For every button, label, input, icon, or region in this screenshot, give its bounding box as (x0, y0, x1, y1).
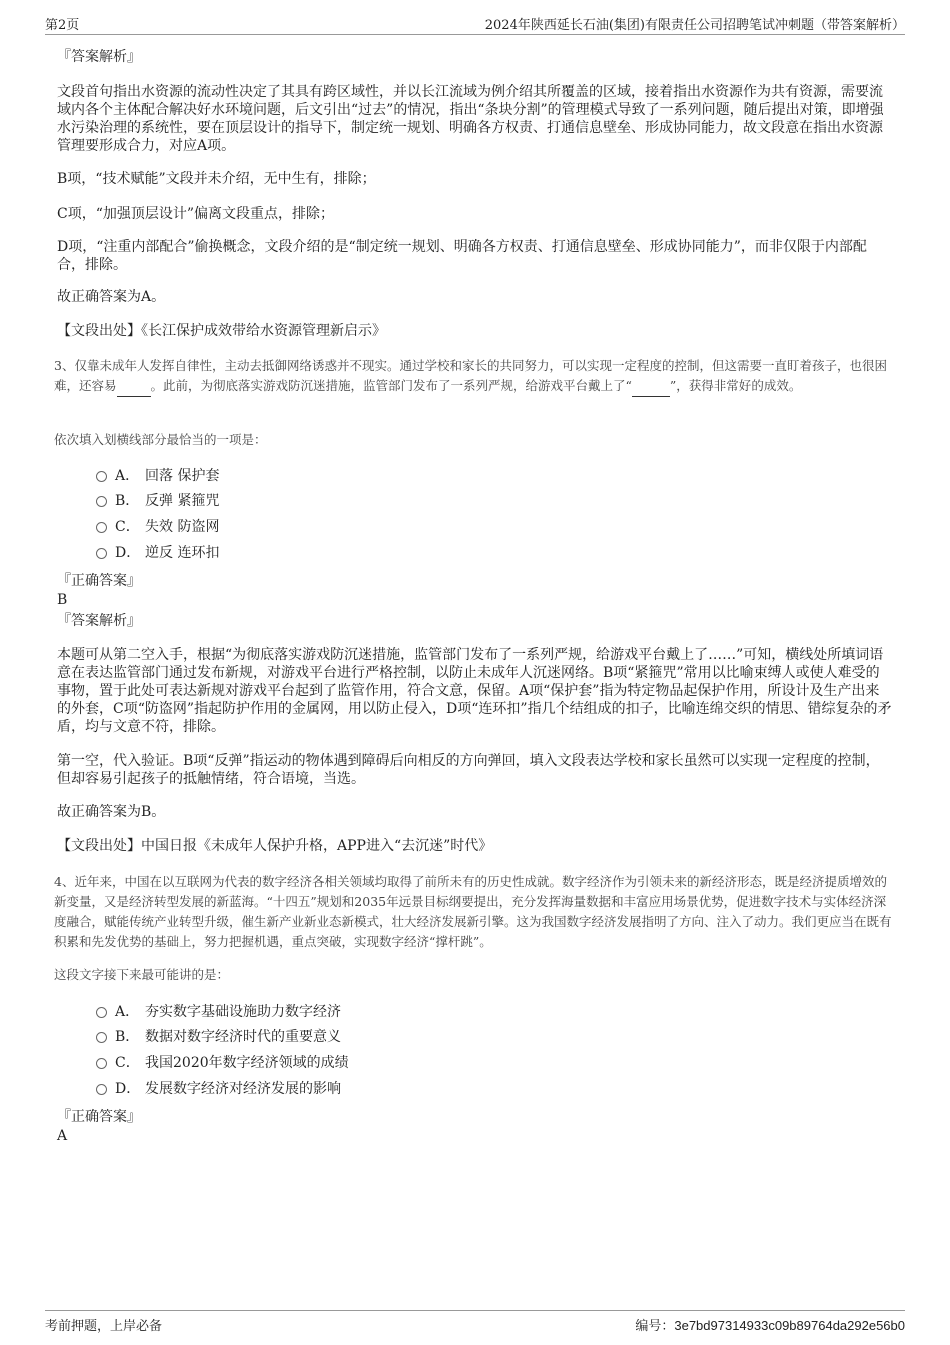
q4-option-a[interactable]: A． 夯实数字基础设施助力数字经济 (96, 1003, 341, 1021)
q3-analysis-p1: 本题可从第二空入手，根据“为彻底落实游戏防沉迷措施，监管部门发布了一系列严规，给游戏平台戴上了……”可知，横线处所填词语意在表达监管部门通过发布新规，对游戏平台进行严格控制，以防止未成年人沉迷网络。B项“紧箍咒”常用以比喻束缚人或使人难受的事物，置于此处可表达新规对游戏平台起到了监管作用，符合文意，保留。A项“保护套”指为特定物品起保护作用，所设计及生产出来的外套，C项“防盗网”指起防护作用的金属网，用以防止侵入，D项“连环扣”指几个结组成的扣子，比喻连绵交织的情思、错综复杂的矛盾，均与文意不符，排除。 (57, 647, 892, 735)
q3-stem-part2: 。此前，为彻底落实游戏防沉迷措施，监管部门发布了一系列严规，给游戏平台戴上了“ (150, 378, 632, 393)
q2-answer-statement: 故正确答案为A。 (57, 289, 166, 305)
q3-option-d[interactable]: D． 逆反 连环扣 (96, 544, 219, 562)
q2-analysis-p4: D项，“注重内部配合”偷换概念，文段介绍的是“制定统一规划、明确各方权责、打通信息壁垒、形成协同能力”，而非仅限于内部配合，排除。 (57, 239, 867, 273)
q2-analysis-p1: 文段首句指出水资源的流动性决定了其具有跨区域性，并以长江流域为例介绍其所覆盖的区域，接着指出水资源作为共有资源，需要流域内各个主体配合解决好水环境问题，后文引出“过去”的情况，指出“条块分割”的管理模式导致了一系列问题，随后提出对策，即增强水污染治理的系统性，要在顶层设计的指导下，制定统一规划、明确各方权责、打通信息壁垒、形成协同能力，故文段意在指出水资源管理要形成合力，对应A项。 (57, 84, 884, 154)
document-id: 编号：3e7bd97314933c09b89764da292e56b0 (635, 1318, 905, 1333)
q3-answer-statement: 故正确答案为B。 (57, 804, 166, 820)
q3-analysis-label: 『答案解析』 (57, 613, 141, 629)
page-footer (45, 1310, 905, 1334)
q4-stem: 4、近年来，中国在以互联网为代表的数字经济各相关领域均取得了前所未有的历史性成就。数字经济作为引领未来的新经济形态，既是经济提质增效的新变量，又是经济转型发展的新蓝海。“十四五”规划和2035年远景目标纲要提出，充分发挥海量数据和丰富应用场景优势，促进数字技术与实体经济深度融合，赋能传统产业转型升级，催生新产业新业态新模式，壮大经济发展新引擎。这为我国数字经济发展指明了方向、注入了动力。我们更应当在既有积累和先发优势的基础上，努力把握机遇，重点突破，实现数字经济“撑杆跳”。 (54, 874, 892, 949)
radio-icon[interactable] (96, 1058, 107, 1069)
q2-analysis-p2: B项，“技术赋能”文段并未介绍，无中生有，排除； (57, 171, 376, 187)
radio-icon[interactable] (96, 471, 107, 482)
page-number: 第2页 (45, 18, 80, 33)
radio-icon[interactable] (96, 496, 107, 507)
q4-answer: A (57, 1128, 68, 1144)
q2-analysis-label: 『答案解析』 (57, 49, 141, 65)
q3-option-a[interactable]: A． 回落 保护套 (96, 467, 219, 485)
q2-analysis-p3: C项，“加强顶层设计”偏离文段重点，排除； (57, 206, 335, 222)
radio-icon[interactable] (96, 548, 107, 559)
q3-option-c[interactable]: C． 失效 防盗网 (96, 518, 219, 536)
radio-icon[interactable] (96, 1007, 107, 1018)
radio-icon[interactable] (96, 1032, 107, 1043)
q3-stem (54, 356, 894, 397)
q3-stem-part3: ”，获得非常好的成效。 (669, 378, 802, 393)
document-title: 2024年陕西延长石油(集团)有限责任公司招聘笔试冲刺题（带答案解析） (484, 18, 905, 33)
q4-prompt: 这段文字接下来最可能讲的是： (54, 967, 230, 982)
q3-blank-1 (117, 376, 151, 397)
radio-icon[interactable] (96, 522, 107, 533)
q4-option-d[interactable]: D． 发展数字经济对经济发展的影响 (96, 1080, 341, 1098)
q4-option-b[interactable]: B． 数据对数字经济时代的重要意义 (96, 1028, 341, 1046)
footer-slogan: 考前押题，上岸必备 (45, 1319, 163, 1334)
q3-analysis-p2: 第一空，代入验证。B项“反弹”指运动的物体遇到障碍后向相反的方向弹回，填入文段表达学校和家长虽然可以实现一定程度的控制，但却容易引起孩子的抵触情绪，符合语境，当选。 (57, 753, 880, 787)
q3-prompt: 依次填入划横线部分最恰当的一项是： (54, 432, 267, 447)
radio-icon[interactable] (96, 1084, 107, 1095)
page-header (45, 14, 905, 35)
q3-answer-label: 『正确答案』 (57, 573, 141, 589)
q2-analysis (57, 83, 893, 155)
q3-source: 【文段出处】中国日报《未成年人保护升格，APP进入“去沉迷”时代》 (57, 838, 493, 854)
q3-blank-2 (632, 376, 670, 397)
q2-source: 【文段出处】《长江保护成效带给水资源管理新启示》 (57, 323, 386, 339)
q4-option-c[interactable]: C． 我国2020年数字经济领域的成绩 (96, 1054, 349, 1072)
q3-stem-part1: 3、仅靠未成年人发挥自律性，主动去抵御网络诱惑并不现实。通过学校和家长的共同努力，可以实现一定程度的控制，但这需要一直盯着孩子，也很困难，还容易 (54, 358, 887, 393)
q4-answer-label: 『正确答案』 (57, 1109, 141, 1125)
q3-answer: B (57, 592, 68, 608)
q3-option-b[interactable]: B． 反弹 紧箍咒 (96, 492, 219, 510)
